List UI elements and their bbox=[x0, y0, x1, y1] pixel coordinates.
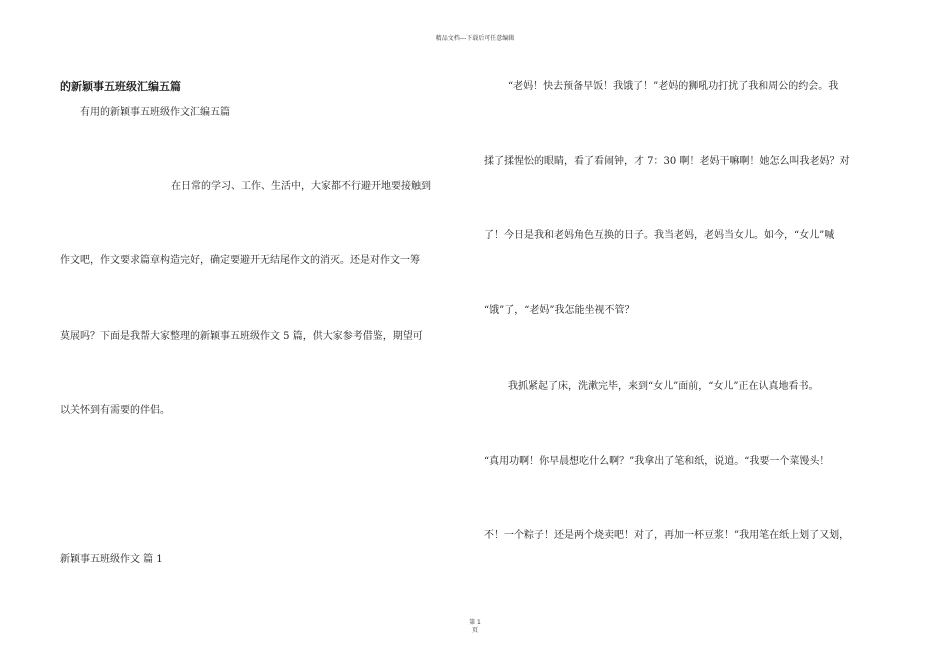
document-title: 的新颖事五班级汇编五篇 bbox=[60, 80, 181, 93]
body-line-1: “老妈！快去预备早饭！我饿了！”老妈的狮吼功打扰了我和周公的约会。我 bbox=[508, 81, 839, 92]
body-line-3: 了！今日是我和老妈角色互换的日子。我当老妈，老妈当女儿。如今，“女儿”喊 bbox=[484, 230, 835, 241]
body-line-2: 揉了揉惺忪的眼睛，看了看闹钟，才 7：30 啊！老妈干嘛啊！她怎么叫我老妈？对 bbox=[484, 156, 850, 167]
intro-line-2: 作文吧，作文要求篇章构造完好，确定要避开无结尾作文的消灭。还是对作文一筹 bbox=[60, 255, 420, 266]
intro-line-1: 在日常的学习、工作、生活中，大家都不行避开地要接触到 bbox=[171, 181, 431, 192]
page-number-line-2: 页 bbox=[471, 627, 478, 634]
section-heading: 新颖事五班级作文 篇 1 bbox=[60, 554, 163, 565]
body-line-6: “真用功啊！你早晨想吃什么啊？”我拿出了笔和纸，说道。“我要一个菜馒头！ bbox=[484, 456, 830, 467]
page-number-line-1: 第 1 bbox=[469, 619, 481, 626]
body-line-4: “饿”了，“老妈”我怎能坐视不管？ bbox=[484, 305, 635, 316]
page-header: 精品文档---下载后可任意编辑 bbox=[435, 35, 515, 42]
intro-line-4: 以关怀到有需要的伴侣。 bbox=[60, 405, 170, 416]
page-number bbox=[462, 619, 488, 635]
body-line-5: 我抓紧起了床，洗漱完毕，来到“女儿”面前，“女儿”正在认真地看书。 bbox=[508, 381, 819, 392]
body-line-7: 不！一个粽子！还是两个烧卖吧！对了，再加一杯豆浆！”我用笔在纸上划了又划， bbox=[484, 530, 850, 541]
intro-line-3: 莫展吗？下面是我帮大家整理的新颖事五班级作文 5 篇，供大家参考借鉴，期望可 bbox=[60, 331, 423, 342]
document-subtitle: 有用的新颖事五班级作文汇编五篇 bbox=[80, 107, 230, 118]
